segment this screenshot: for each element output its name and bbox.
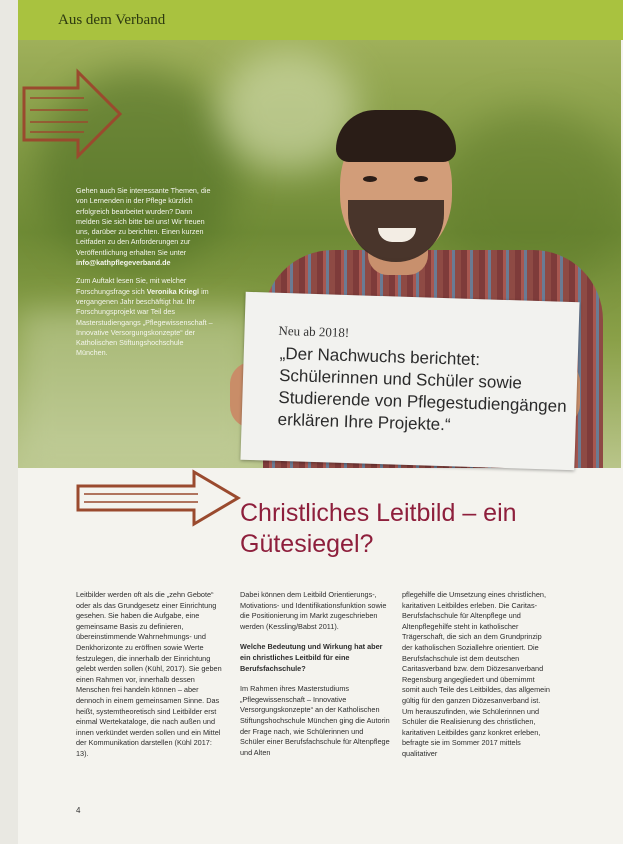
sidebar-paragraph bbox=[76, 186, 216, 268]
top-arrow-icon bbox=[18, 58, 128, 168]
article-column-2 bbox=[240, 590, 390, 768]
article-column-1 bbox=[76, 590, 226, 770]
person-eye bbox=[363, 176, 377, 182]
column-2-paragraph: Dabei können dem Leitbild Orientierungs-, Motivations- und Identifikationsfunktion sowie die Positionierung im Markt zugeschrieben werden (Kessling/Babst 2011). bbox=[240, 590, 387, 631]
sidebar-para2-intro: Zum Auftakt lesen Sie, mit welcher Forschungsfrage sich bbox=[76, 276, 187, 296]
column-2-paragraph: Im Rahmen ihres Masterstudiums „Pflegewissenschaft – Innovative Versorgungskonzepte“ an der Katholischen Stiftungshochschule München ging die Autorin der Frage nach, wie Schülerinnen und Schüler einer Berufsfachschule für Altenpflege und Alten bbox=[240, 684, 390, 757]
sidebar-paragraph bbox=[76, 276, 216, 358]
article-column-3 bbox=[402, 590, 552, 770]
sign-label: Neu ab 2018! bbox=[278, 322, 350, 341]
column-2-question: Welche Bedeutung und Wirkung hat aber ein christliches Leitbild für eine Berufsfachschule? bbox=[240, 642, 383, 673]
section-title: Aus dem Verband bbox=[58, 12, 166, 28]
column-1-text: Leitbilder werden oft als die „zehn Gebote“ oder als das Grundgesetz einer Einrichtung gesehen. Sie haben die Aufgabe, eine gemeinsame Basis zu definieren, übereinstimmende Wahrnehmungs- und Denkhorizonte zu eröffnen sowie Werte festzulegen, die innerhalb der Einrichtung gelebt werden sollen (Kühl, 2017). Sie geben einen Rahmen vor, innerhalb dessen Menschen frei handeln können – aber dennoch in einem gemeinsamen Sinne. Das heißt, systemtheoretisch sind Leitbilder erst einmal Wertekataloge, die nach außen und innen verkündet werden sollen und ein Mittel der Kommunikation darstellen (Kühl 2017: 13). bbox=[76, 590, 222, 758]
sidebar-para2-rest: im vergangenen Jahr beschäftigt hat. Ihr Forschungsprojekt war Teil des Masterstudiengangs „Pflegewissenschaft – Innovative Versorgungskonzepte“ der Katholischen Stiftungshochschule München. bbox=[76, 286, 213, 358]
column-3-text: pflegehilfe die Umsetzung eines christlichen, karitativen Leitbildes erleben. Die Caritas-Berufsfachschule für Altenpflege und Altenpflegehilfe steht in katholischer Trägerschaft, die sich an dem Grundprinzip der katholischen Soziallehre orientiert. Die Berufsfachschule ist dem deutschen Caritasverband bzw. dem Diözesanverband Regensburg angegliedert und übernimmt somit auch Teile des Leitbildes, das allgemein gültig für den ganzen Diözesanverband ist. Um herauszufinden, wie Schülerinnen und Schüler die Realisierung des christlichen, karitativen Leitbildes ganz konkret erleben, befragte sie im Sommer 2017 mittels qualitativer bbox=[402, 590, 550, 758]
sidebar-text bbox=[76, 186, 216, 367]
email-link[interactable]: info@kathpflegeverband.de bbox=[76, 258, 171, 268]
sign-text: „Der Nachwuchs berichtet: Schülerinnen und Schüler sowie Studierende von Pflegestudiengängen erklären Ihre Projekte.“ bbox=[277, 343, 567, 435]
person-eye bbox=[414, 176, 428, 182]
article-headline: Christliches Leitbild – ein Gütesiegel? bbox=[240, 499, 517, 558]
held-sign bbox=[240, 292, 579, 470]
author-name: Veronika Kriegl bbox=[146, 286, 200, 296]
person-hair bbox=[336, 110, 456, 162]
page-number: 4 bbox=[76, 806, 81, 815]
page-edge bbox=[0, 0, 18, 844]
headline-arrow-icon bbox=[74, 468, 244, 528]
sidebar-para1-text: Gehen auch Sie interessante Themen, die von Lernenden in der Pflege kürzlich erfolgreich bearbeitet wurden? Dann melden Sie sich bitte bei uns! Wir freuen uns, darüber zu berichten. Einen kurzen Leitfaden zu den Anforderungen zur Veröffentlichung erhalten Sie unter bbox=[76, 186, 211, 257]
